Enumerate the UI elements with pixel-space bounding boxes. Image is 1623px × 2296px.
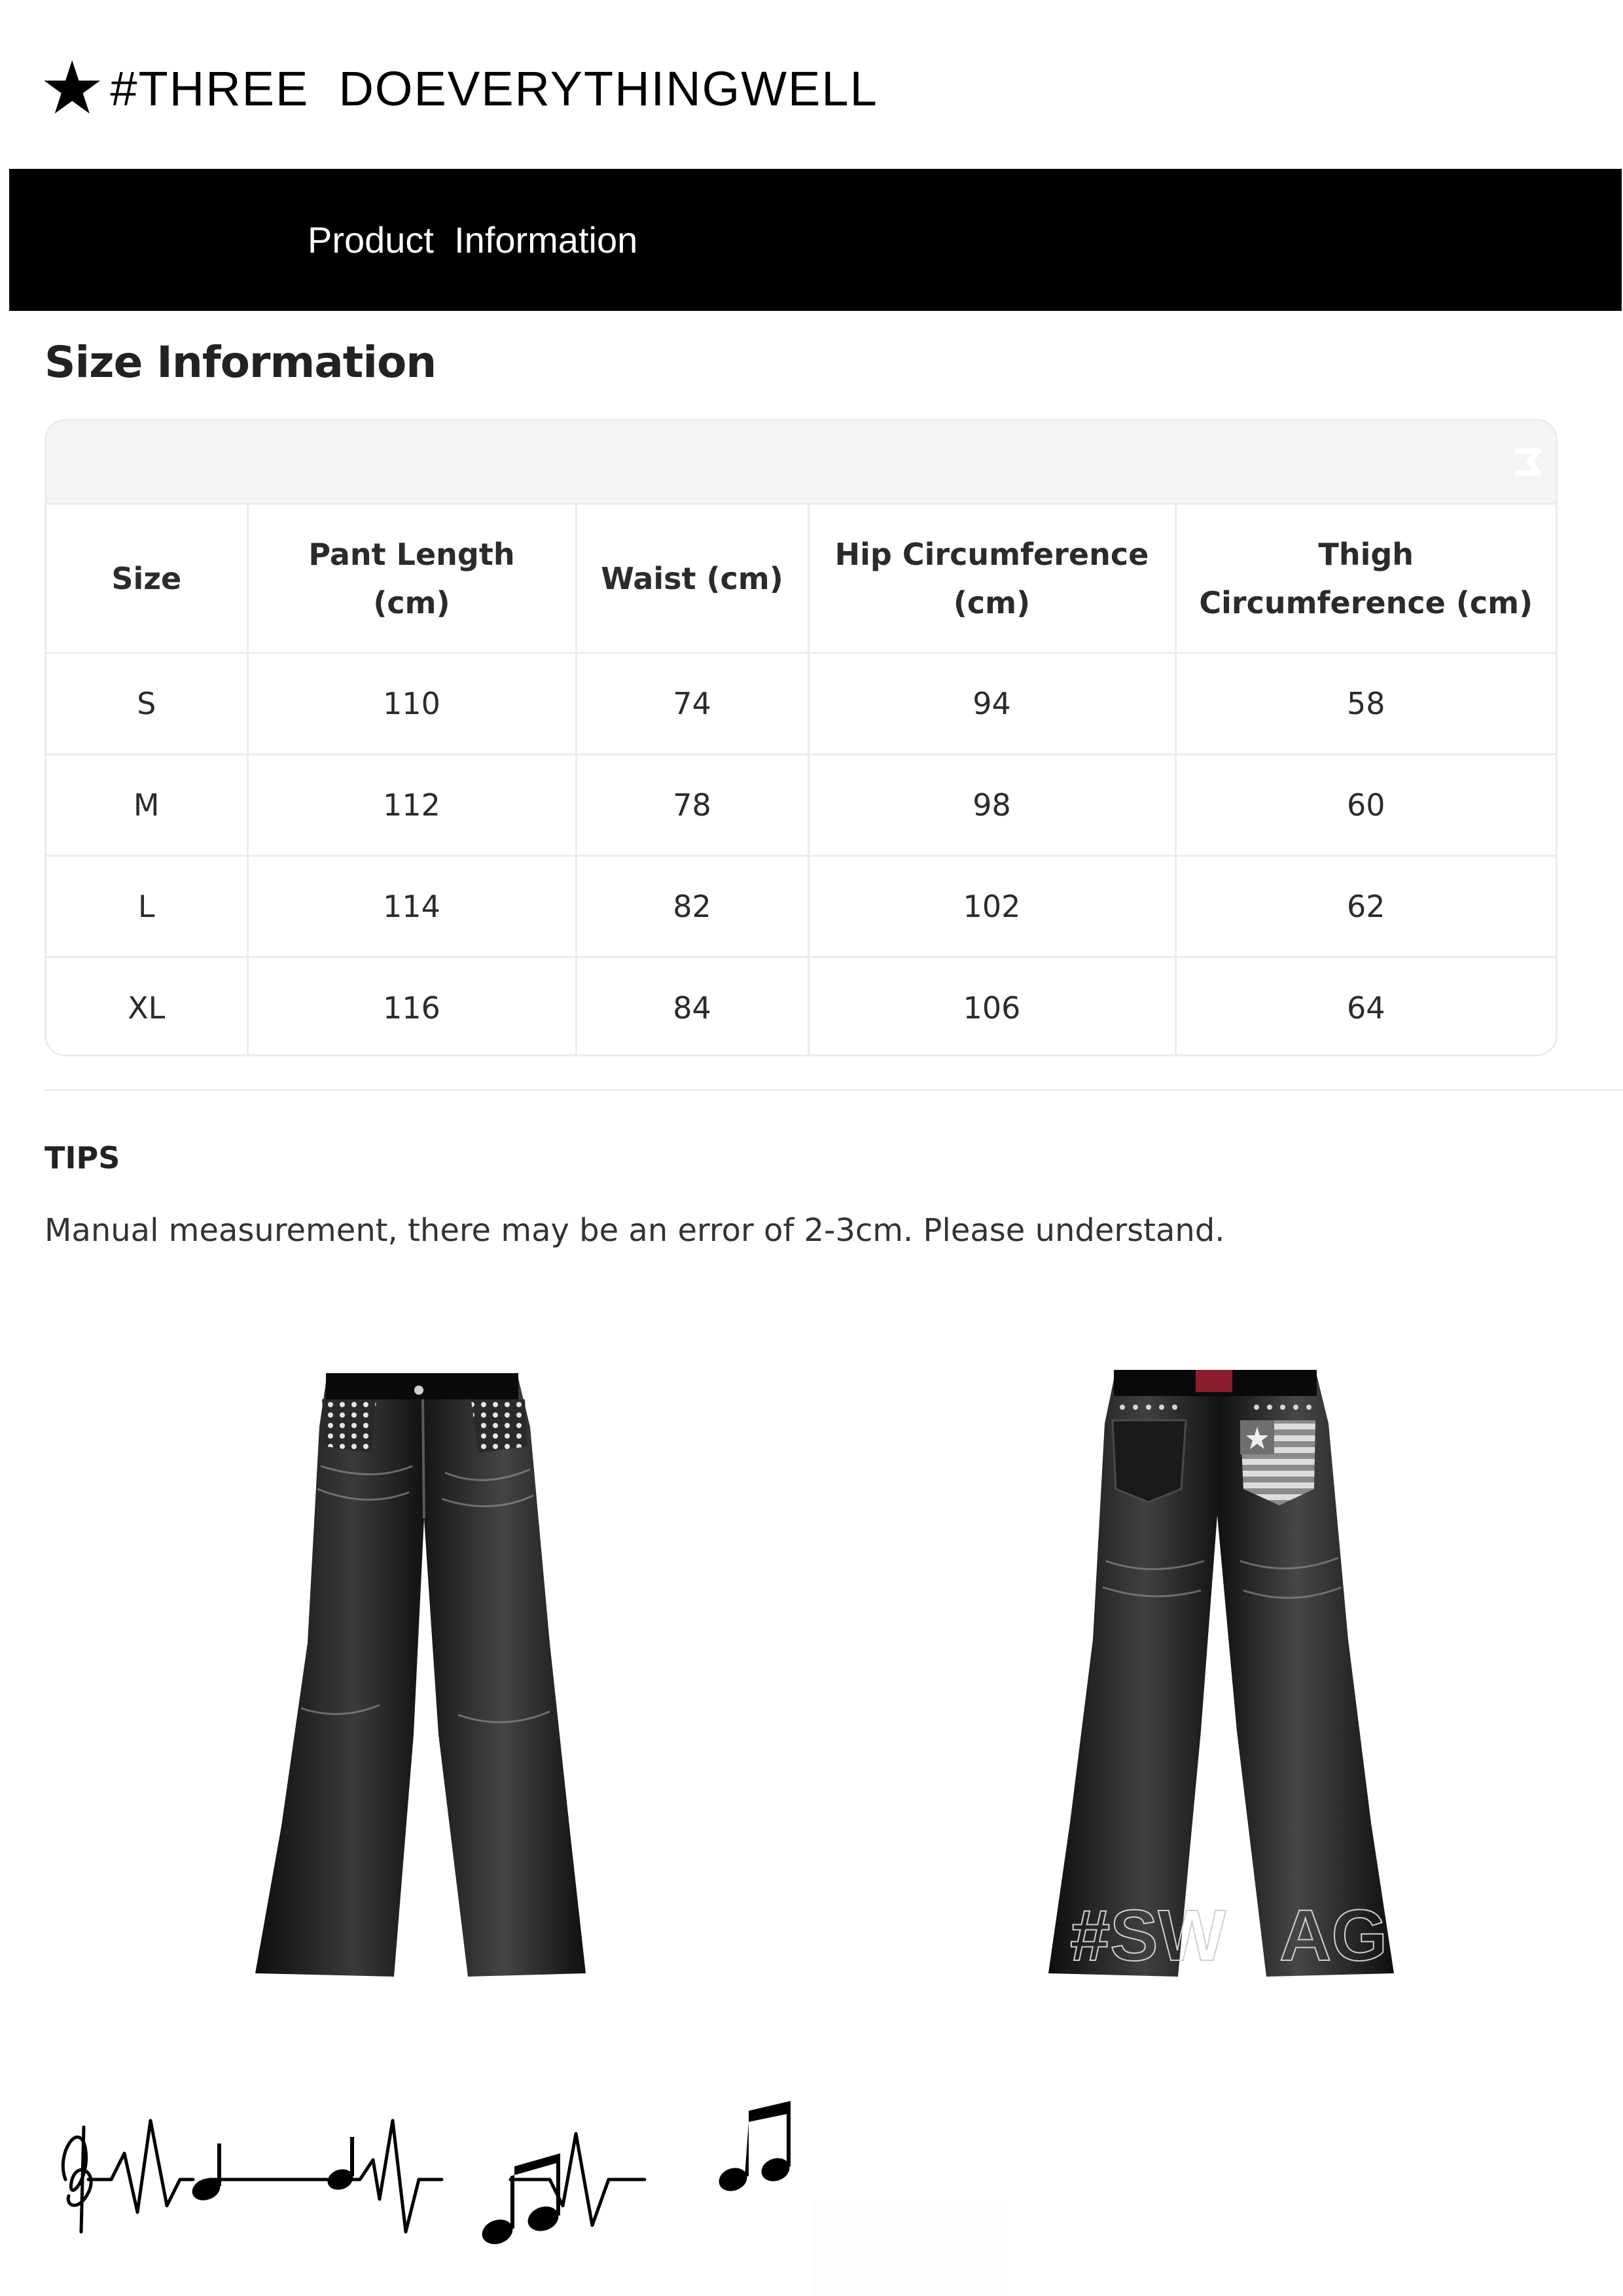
table-cell: 116 — [247, 958, 576, 1057]
table-row — [46, 958, 1556, 1057]
section-divider — [45, 1089, 1623, 1091]
table-cell: 98 — [808, 755, 1175, 856]
jeans-body — [255, 1373, 586, 1977]
back-print-right: AG — [1279, 1895, 1387, 1976]
table-cell: XL — [46, 958, 247, 1057]
table-cell: 112 — [247, 755, 576, 856]
table-cell: 74 — [576, 653, 808, 755]
table-cell: 62 — [1175, 856, 1556, 958]
product-information-bar — [9, 169, 1622, 311]
size-table — [46, 505, 1556, 1056]
back-patch — [1196, 1370, 1232, 1392]
jeans-front-image — [242, 1368, 615, 1980]
table-cell: 114 — [247, 856, 576, 958]
table-row — [46, 653, 1556, 755]
column-header: Thigh Circumference (cm) — [1175, 505, 1556, 653]
table-cell: 110 — [247, 653, 576, 755]
expand-icon[interactable] — [1510, 439, 1549, 485]
back-print-left: #SW — [1070, 1895, 1226, 1976]
decorative-block — [812, 2199, 1008, 2296]
tips-text: Manual measurement, there may be an error of 2-3cm. Please understand. — [45, 1212, 1225, 1249]
jeans-back-image — [1041, 1365, 1427, 1980]
product-information-label: Product Information — [308, 219, 638, 260]
column-header: Hip Circumference (cm) — [808, 505, 1175, 653]
table-header-row — [46, 505, 1556, 653]
column-header: Waist (cm) — [576, 505, 808, 653]
tips-title: TIPS — [45, 1140, 120, 1175]
brand-name: #THREE DOEVERYTHINGWELL — [110, 61, 878, 116]
size-information-title: Size Information — [45, 337, 437, 387]
size-table-card — [45, 419, 1558, 1056]
table-toolbar — [46, 421, 1556, 505]
table-cell: L — [46, 856, 247, 958]
brand-header — [39, 46, 878, 131]
table-cell: 82 — [576, 856, 808, 958]
table-row — [46, 856, 1556, 958]
table-cell: 58 — [1175, 653, 1556, 755]
table-cell: 64 — [1346, 990, 1385, 1026]
table-cell: 60 — [1175, 755, 1556, 856]
column-header: Size — [46, 505, 247, 653]
table-cell: S — [46, 653, 247, 755]
star-icon: ★ — [39, 46, 105, 131]
table-cell: 94 — [808, 653, 1175, 755]
column-header: Pant Length (cm) — [247, 505, 576, 653]
table-cell: 78 — [576, 755, 808, 856]
jeans-body — [1048, 1370, 1394, 1977]
table-cell: 102 — [808, 856, 1175, 958]
table-cell: 106 — [808, 958, 1175, 1057]
music-heartbeat-decoration — [52, 2081, 798, 2265]
table-row — [46, 755, 1556, 856]
table-cell: 84 — [576, 958, 808, 1057]
table-cell: M — [46, 755, 247, 856]
